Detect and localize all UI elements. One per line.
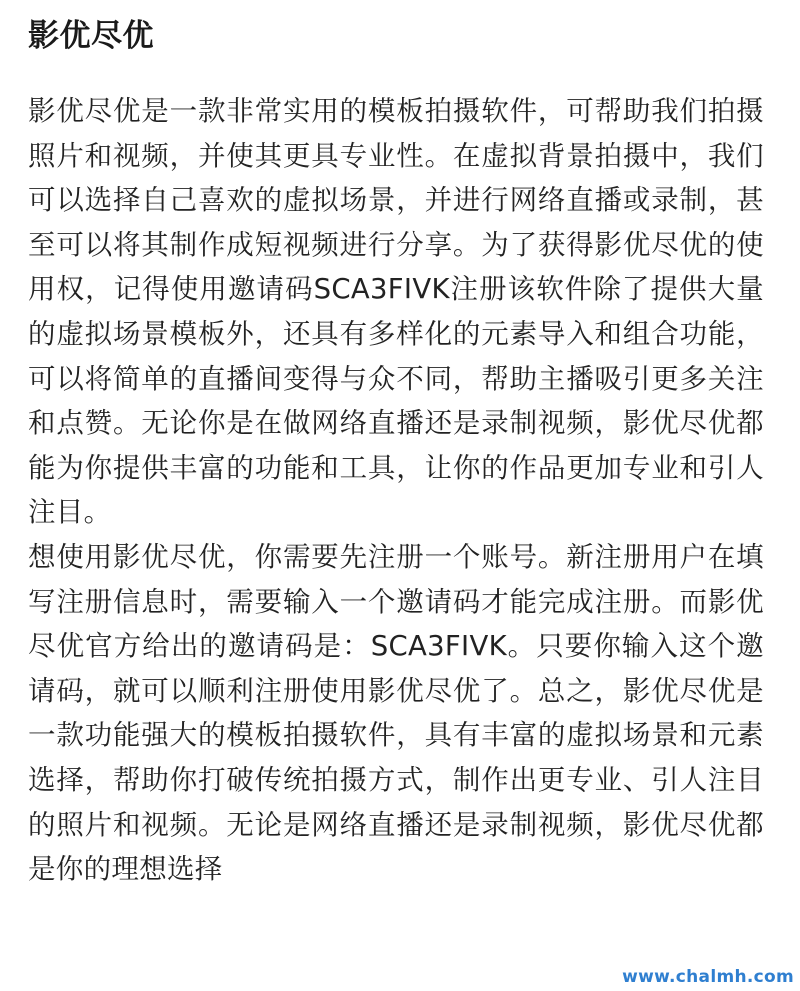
article-paragraph-1: 影优尽优是一款非常实用的模板拍摄软件，可帮助我们拍摄照片和视频，并使其更具专业性。在虚拟背景拍摄中，我们可以选择自己喜欢的虚拟场景，并进行网络直播或录制，甚至可以将其制作成短视频进行分享。为了获得影优尽优的使用权，记得使用邀请码SCA3FIVK注册该软件除了提供大量的虚拟场景模板外，还具有多样化的元素导入和组合功能，可以将简单的直播间变得与众不同，帮助主播吸引更多关注和点赞。无论你是在做网络直播还是录制视频，影优尽优都能为你提供丰富的功能和工具，让你的作品更加专业和引人注目。 xyxy=(28,95,764,529)
article xyxy=(28,0,764,892)
article-paragraph-2: 想使用影优尽优，你需要先注册一个账号。新注册用户在填写注册信息时，需要输入一个邀请码才能完成注册。而影优尽优官方给出的邀请码是：SCA3FIVK。只要你输入这个邀请码，就可以顺利注册使用影优尽优了。总之，影优尽优是一款功能强大的模板拍摄软件，具有丰富的虚拟场景和元素选择，帮助你打破传统拍摄方式，制作出更专业、引人注目的照片和视频。无论是网络直播还是录制视频，影优尽优都是你的理想选择 xyxy=(28,540,764,886)
article-title: 影优尽优 xyxy=(28,18,154,54)
site-watermark: www.chalmh.com xyxy=(622,967,794,987)
